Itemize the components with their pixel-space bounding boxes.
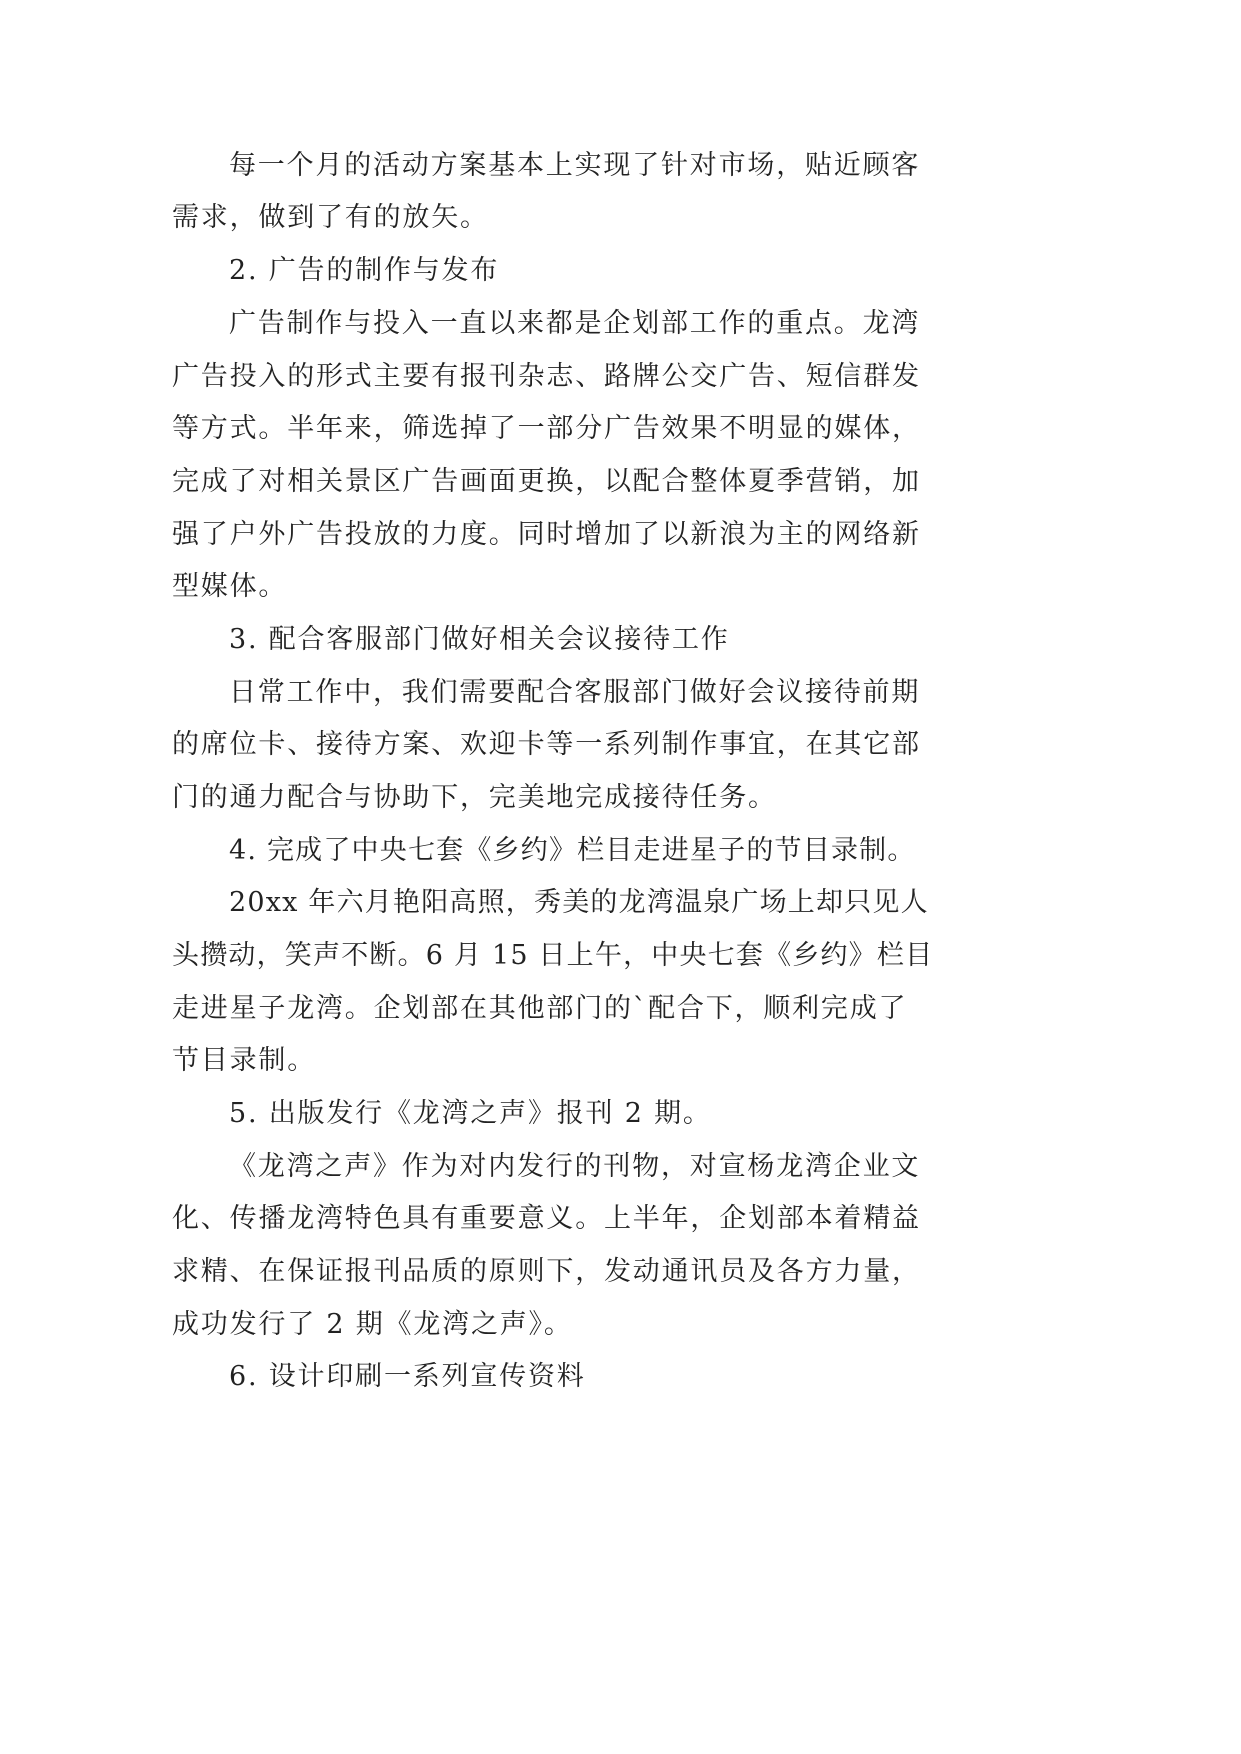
line-22: 成功发行了 2 期《龙湾之声》。 xyxy=(172,1309,573,1340)
line-7: 强了户外广告投放的力度。同时增加了以新浪为主的网络新 xyxy=(172,519,921,550)
line-2: 2. 广告的制作与发布 xyxy=(229,255,500,286)
line-17: 节目录制。 xyxy=(172,1045,316,1076)
line-4: 广告投入的形式主要有报刊杂志、路牌公交广告、短信群发 xyxy=(172,361,921,392)
line-3: 广告制作与投入一直以来都是企划部工作的重点。龙湾 xyxy=(229,308,921,339)
line-21: 求精、在保证报刊品质的原则下，发动通讯员及各方力量， xyxy=(172,1256,921,1287)
line-18: 5. 出版发行《龙湾之声》报刊 2 期。 xyxy=(229,1098,712,1129)
line-8: 型媒体。 xyxy=(172,571,288,602)
line-16: 走进星子龙湾。企划部在其他部门的`配合下，顺利完成了 xyxy=(172,993,908,1024)
line-6: 完成了对相关景区广告画面更换，以配合整体夏季营销，加 xyxy=(172,466,921,497)
line-5: 等方式。半年来，筛选掉了一部分广告效果不明显的媒体， xyxy=(172,413,921,444)
line-9: 3. 配合客服部门做好相关会议接待工作 xyxy=(229,624,730,655)
line-0: 每一个月的活动方案基本上实现了针对市场，贴近顾客 xyxy=(229,150,921,181)
line-20: 化、传播龙湾特色具有重要意义。上半年，企划部本着精益 xyxy=(172,1203,921,1234)
line-11: 的席位卡、接待方案、欢迎卡等一系列制作事宜，在其它部 xyxy=(172,729,921,760)
line-10: 日常工作中，我们需要配合客服部门做好会议接待前期 xyxy=(229,677,921,708)
line-1: 需求，做到了有的放矢。 xyxy=(172,202,489,233)
line-23: 6. 设计印刷一系列宣传资料 xyxy=(229,1361,586,1392)
line-14: 20xx 年六月艳阳高照，秀美的龙湾温泉广场上却只见人 xyxy=(229,887,929,918)
line-12: 门的通力配合与协助下，完美地完成接待任务。 xyxy=(172,782,777,813)
line-13: 4. 完成了中央七套《乡约》栏目走进星子的节目录制。 xyxy=(229,835,916,866)
line-19: 《龙湾之声》作为对内发行的刊物，对宣杨龙湾企业文 xyxy=(229,1151,921,1182)
line-15: 头攒动，笑声不断。6 月 15 日上午，中央七套《乡约》栏目 xyxy=(172,940,934,971)
